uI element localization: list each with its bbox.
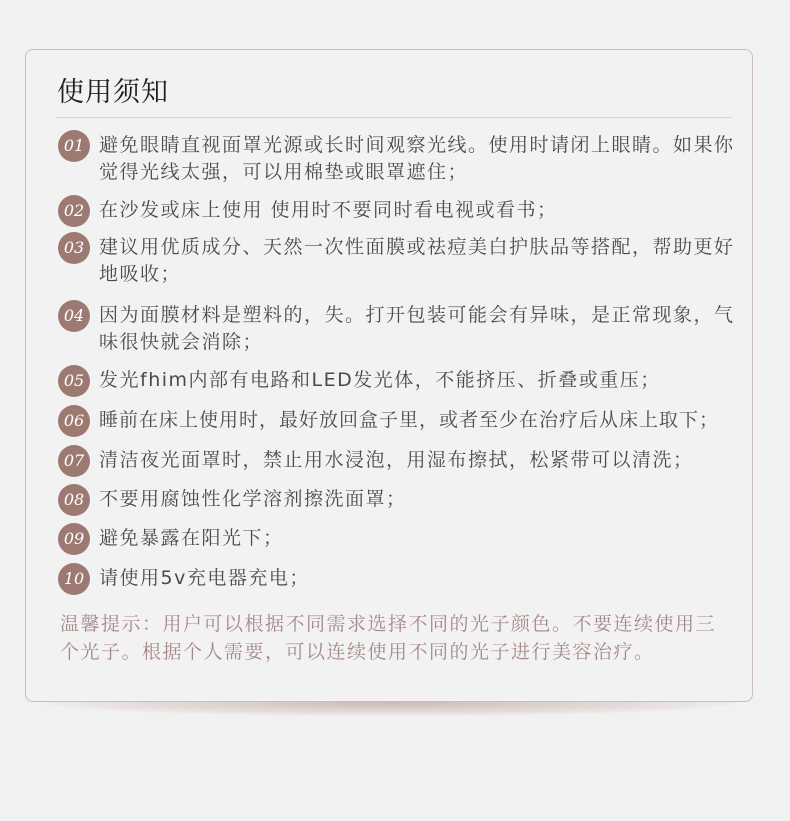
usage-notes-card [25,49,753,702]
page-title: 使用须知 [57,77,169,108]
item-text: 避免暴露在阳光下； [99,527,284,549]
item-text: 在沙发或床上使用 使用时不要同时看电视或看书； [99,199,558,221]
number-badge: 06 [58,405,90,437]
number-badge: 10 [58,563,90,595]
number-badge: 03 [58,232,90,264]
item-text: 避免眼睛直视面罩光源或长时间观察光线。使用时请闭上眼睛。如果你觉得光线太强，可以用棉垫或眼罩遮住； [99,134,735,183]
item-text: 建议用优质成分、天然一次性面膜或祛痘美白护肤品等搭配，帮助更好地吸收； [99,236,735,285]
tip-note: 温馨提示：用户可以根据不同需求选择不同的光子颜色。不要连续使用三个光子。根据个人需要，可以连续使用不同的光子进行美容治疗。 [60,613,717,663]
number-badge: 01 [58,130,90,162]
item-text: 请使用5v充电器充电； [99,567,310,589]
title-divider [56,117,732,118]
item-text: 因为面膜材料是塑料的，失。打开包装可能会有异味，是正常现象，气味很快就会消除； [99,304,735,353]
item-text: 睡前在床上使用时，最好放回盒子里，或者至少在治疗后从床上取下； [99,409,720,431]
number-badge: 08 [58,484,90,516]
item-text: 不要用腐蚀性化学溶剂擦洗面罩； [99,488,407,510]
item-text: 发光fhim内部有电路和LED发光体，不能挤压、折叠或重压； [99,369,661,391]
number-badge: 09 [58,523,90,555]
number-badge: 05 [58,365,90,397]
number-badge: 02 [58,195,90,227]
number-badge: 07 [58,445,90,477]
item-text: 清洁夜光面罩时，禁止用水浸泡，用湿布擦拭，松紧带可以清洗； [99,449,694,471]
number-badge: 04 [58,300,90,332]
